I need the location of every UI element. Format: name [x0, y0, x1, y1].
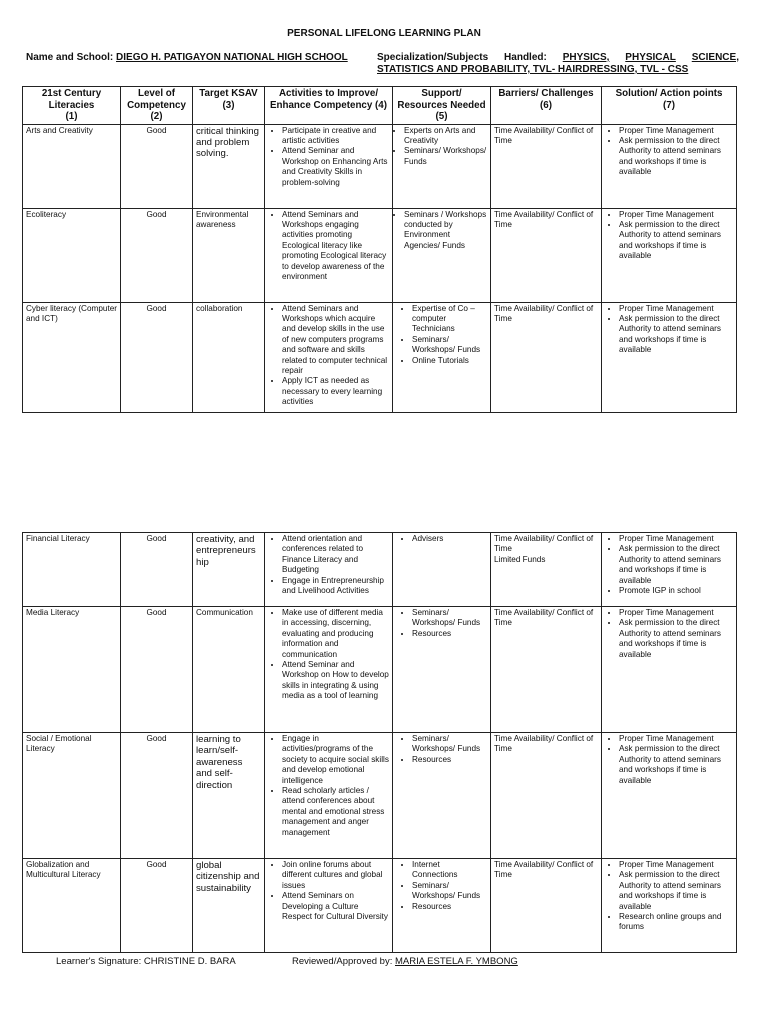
header-text: Enhance Competency (4): [269, 99, 388, 111]
signature-label: Learner's Signature:: [56, 956, 142, 967]
barriers-cell: [491, 733, 602, 859]
solutions-list: [605, 608, 733, 660]
solution-item: • Ask permission to the direct Authority to attend seminars and workshops if time is available: [619, 744, 733, 786]
name-school-label: Name and School:: [26, 52, 114, 63]
solution-item: • Proper Time Management: [619, 734, 733, 744]
barriers-cell: [491, 302, 602, 412]
table-body-1: [23, 124, 737, 412]
support-list: [396, 210, 487, 252]
solutions-cell: [602, 302, 737, 412]
support-item: • Resources: [412, 629, 487, 639]
table-row: [23, 208, 737, 302]
activity-item: • Participate in creative and artistic activities: [282, 126, 389, 147]
target-ksav-cell: Communication: [193, 607, 265, 733]
solution-item: • Ask permission to the direct Authority to attend seminars and workshops if time is available: [619, 870, 733, 912]
activities-cell: [265, 302, 393, 412]
barrier-text: Time Availability/ Conflict of Time: [494, 734, 594, 754]
competency-level-cell: Good: [121, 302, 193, 412]
header-literacies: [23, 87, 121, 125]
target-ksav-cell: critical thinking and problem solving.: [193, 124, 265, 208]
competency-level-cell: Good: [121, 859, 193, 953]
header-text: Level of: [137, 88, 176, 99]
literacy-cell: Media Literacy: [23, 607, 121, 733]
literacy-cell: Arts and Creativity: [23, 124, 121, 208]
solutions-cell: [602, 607, 737, 733]
barriers-cell: [491, 124, 602, 208]
specialization-line-2: [377, 64, 739, 76]
subject-word: PHYSICS,: [562, 52, 610, 63]
header-support: [393, 87, 491, 125]
specialization-line-1: [377, 52, 739, 64]
support-list: [396, 126, 487, 168]
header-text: Solution/ Action points: [615, 88, 723, 99]
table-row: [23, 607, 737, 733]
school-name: DIEGO H. PATIGAYON NATIONAL HIGH SCHOOL: [116, 52, 348, 63]
barrier-text: Time Availability/ Conflict of Time: [494, 608, 594, 628]
support-cell: [393, 208, 491, 302]
activity-item: • Join online forums about different cultures and global issues: [282, 860, 389, 891]
literacy-cell: Financial Literacy: [23, 533, 121, 607]
barriers-cell: [491, 533, 602, 607]
barrier-text: Time Availability/ Conflict of Time: [494, 125, 594, 145]
activity-item: • Attend Seminar and Workshop on Enhancing Arts and Creativity Skills in problem-solving: [282, 146, 389, 188]
header-solutions: [602, 87, 737, 125]
solution-item: • Ask permission to the direct Authority to attend seminars and workshops if time is available: [619, 314, 733, 356]
header-text: Support/: [421, 88, 462, 99]
target-ksav-cell: global citizenship and sustainability: [193, 859, 265, 953]
solutions-list: [605, 126, 733, 178]
specialization-subjects: [377, 52, 739, 76]
activities-list: [268, 734, 389, 838]
header-barriers: [491, 87, 602, 125]
solution-item: • Ask permission to the direct Authority to attend seminars and workshops if time is available: [619, 618, 733, 660]
solutions-cell: [602, 533, 737, 607]
support-list: [396, 304, 487, 366]
subject-word: SCIENCE,: [691, 52, 739, 63]
activities-cell: [265, 733, 393, 859]
competency-level-cell: Good: [121, 607, 193, 733]
header-text: (2): [150, 111, 163, 122]
support-item: • Seminars/ Workshops/ Funds: [412, 881, 487, 902]
activities-cell: [265, 607, 393, 733]
support-list: [396, 860, 487, 912]
header-text: Literacies: [48, 99, 95, 111]
support-cell: [393, 859, 491, 953]
target-ksav-cell: collaboration: [193, 302, 265, 412]
barriers-cell: [491, 208, 602, 302]
literacy-cell: Ecoliteracy: [23, 208, 121, 302]
table-row: [23, 124, 737, 208]
solution-item: • Ask permission to the direct Authority to attend seminars and workshops if time is available: [619, 544, 733, 586]
barriers-cell: [491, 607, 602, 733]
activities-cell: [265, 124, 393, 208]
support-item: • Online Tutorials: [412, 356, 487, 366]
name-and-school: [26, 52, 348, 63]
table-row: [23, 733, 737, 859]
table-row: [23, 533, 737, 607]
literacy-cell: Globalization and Multicultural Literacy: [23, 859, 121, 953]
support-list: [396, 608, 487, 639]
solutions-list: [605, 534, 733, 596]
header-ksav: [193, 87, 265, 125]
table-row: [23, 859, 737, 953]
solution-item: • Proper Time Management: [619, 860, 733, 870]
barrier-text: Limited Funds: [494, 554, 546, 564]
solutions-list: [605, 734, 733, 786]
reviewed-label: Reviewed/Approved by:: [292, 956, 393, 967]
header-text: Resources Needed: [397, 99, 486, 111]
activities-list: [268, 534, 389, 596]
solution-item: • Proper Time Management: [619, 210, 733, 220]
solution-item: • Proper Time Management: [619, 126, 733, 136]
support-cell: [393, 302, 491, 412]
activity-item: • Attend Seminar and Workshop on How to develop skills in integrating & using media as a tool of learning: [282, 660, 389, 702]
table-header-row: [23, 87, 737, 125]
header-text: Target KSAV: [199, 88, 258, 99]
solutions-cell: [602, 124, 737, 208]
activity-item: • Engage in Entrepreneurship and Livelihood Activities: [282, 576, 389, 597]
support-cell: [393, 733, 491, 859]
support-item: • Expertise of Co – computer Technicians: [412, 304, 487, 335]
header-text: (5): [435, 111, 448, 122]
learning-plan-table-2: [22, 532, 737, 953]
support-item: • Seminars / Workshops conducted by Environment Agencies/ Funds: [404, 210, 487, 252]
learning-plan-table-1: [22, 86, 737, 413]
solutions-list: [605, 860, 733, 933]
header-text: Competency: [127, 99, 186, 111]
activity-item: • Attend Seminars on Developing a Culture Respect for Cultural Diversity: [282, 891, 389, 922]
header-text: Barriers/ Challenges: [498, 88, 594, 99]
support-item: • Resources: [412, 755, 487, 765]
activity-item: • Apply ICT as needed as necessary to every learning activities: [282, 376, 389, 407]
target-ksav-cell: creativity, and entrepreneurs hip: [193, 533, 265, 607]
header-activities: [265, 87, 393, 125]
support-list: [396, 734, 487, 765]
solution-item: • Proper Time Management: [619, 608, 733, 618]
activity-item: • Attend Seminars and Workshops engaging activities promoting Ecological literacy like promoting Ecological literacy to develop awareness of the environment: [282, 210, 389, 283]
support-cell: [393, 607, 491, 733]
literacy-cell: Social / Emotional Literacy: [23, 733, 121, 859]
activities-list: [268, 608, 389, 702]
activity-item: • Attend orientation and conferences related to Finance Literacy and Budgeting: [282, 534, 389, 576]
competency-level-cell: Good: [121, 208, 193, 302]
solution-item: • Ask permission to the direct Authority to attend seminars and workshops if time is available: [619, 136, 733, 178]
subjects-continued: STATISTICS AND PROBABILITY, TVL- HAIRDRESSING, TVL - CSS: [377, 64, 689, 75]
header-text: (6): [540, 99, 552, 111]
solutions-cell: [602, 733, 737, 859]
support-list: [396, 534, 487, 544]
support-item: • Internet Connections: [412, 860, 487, 881]
table-body-2: [23, 533, 737, 953]
table-row: [23, 302, 737, 412]
header-text: (3): [222, 99, 235, 111]
barrier-text: Time Availability/ Conflict of Time: [494, 209, 594, 229]
solutions-list: [605, 210, 733, 262]
header-text: 21st Century: [41, 88, 102, 99]
activity-item: • Attend Seminars and Workshops which acquire and develop skills in the use of new computers programs and software and skills related to computer technical repair: [282, 304, 389, 377]
solutions-cell: [602, 208, 737, 302]
reviewer-name: MARIA ESTELA F. YMBONG: [394, 956, 518, 967]
solutions-cell: [602, 859, 737, 953]
support-item: • Seminars/ Workshops/ Funds: [412, 608, 487, 629]
header-text: Activities to Improve/: [278, 88, 379, 99]
handled-label: Handled:: [504, 52, 547, 63]
activities-list: [268, 304, 389, 408]
document-title: PERSONAL LIFELONG LEARNING PLAN: [287, 28, 481, 39]
header-level: [121, 87, 193, 125]
header-text: (1): [65, 111, 78, 122]
competency-level-cell: Good: [121, 533, 193, 607]
activity-item: • Engage in activities/programs of the society to acquire social skills and develop emotional intelligence: [282, 734, 389, 786]
competency-level-cell: Good: [121, 124, 193, 208]
subject-word: PHYSICAL: [625, 52, 676, 63]
support-item: • Experts on Arts and Creativity: [404, 126, 487, 147]
literacy-cell: Cyber literacy (Computer and ICT): [23, 302, 121, 412]
solutions-list: [605, 304, 733, 356]
competency-level-cell: Good: [121, 733, 193, 859]
header-text: (7): [663, 99, 675, 111]
reviewed-approved: [292, 956, 518, 967]
solution-item: • Proper Time Management: [619, 534, 733, 544]
target-ksav-cell: Environmental awareness: [193, 208, 265, 302]
target-ksav-cell: learning to learn/self-awareness and self-direction: [193, 733, 265, 859]
support-item: • Advisers: [412, 534, 487, 544]
activities-cell: [265, 533, 393, 607]
activities-cell: [265, 859, 393, 953]
learner-signature: [56, 956, 236, 967]
solution-item: • Ask permission to the direct Authority to attend seminars and workshops if time is available: [619, 220, 733, 262]
solution-item: • Promote IGP in school: [619, 586, 733, 596]
activities-list: [268, 860, 389, 922]
activity-item: • Make use of different media in accessing, discerning, evaluating and producing information and communication: [282, 608, 389, 660]
solution-item: • Proper Time Management: [619, 304, 733, 314]
barrier-text: Time Availability/ Conflict of Time: [494, 860, 594, 880]
support-item: • Seminars/ Workshops/ Funds: [412, 335, 487, 356]
support-item: • Resources: [412, 902, 487, 912]
signature-name: CHRISTINE D. BARA: [143, 956, 236, 967]
barriers-cell: [491, 859, 602, 953]
support-item: • Seminars/ Workshops/ Funds: [412, 734, 487, 755]
barrier-text: Time Availability/ Conflict of Time: [494, 534, 594, 554]
activities-list: [268, 126, 389, 188]
specialization-label: Specialization/Subjects: [377, 52, 489, 63]
support-item: • Seminars/ Workshops/ Funds: [404, 146, 487, 167]
barrier-text: Time Availability/ Conflict of Time: [494, 303, 594, 323]
activities-list: [268, 210, 389, 283]
support-cell: [393, 124, 491, 208]
solution-item: • Research online groups and forums: [619, 912, 733, 933]
activities-cell: [265, 208, 393, 302]
support-cell: [393, 533, 491, 607]
activity-item: • Read scholarly articles / attend conferences about mental and emotional stress management and anger management: [282, 786, 389, 838]
